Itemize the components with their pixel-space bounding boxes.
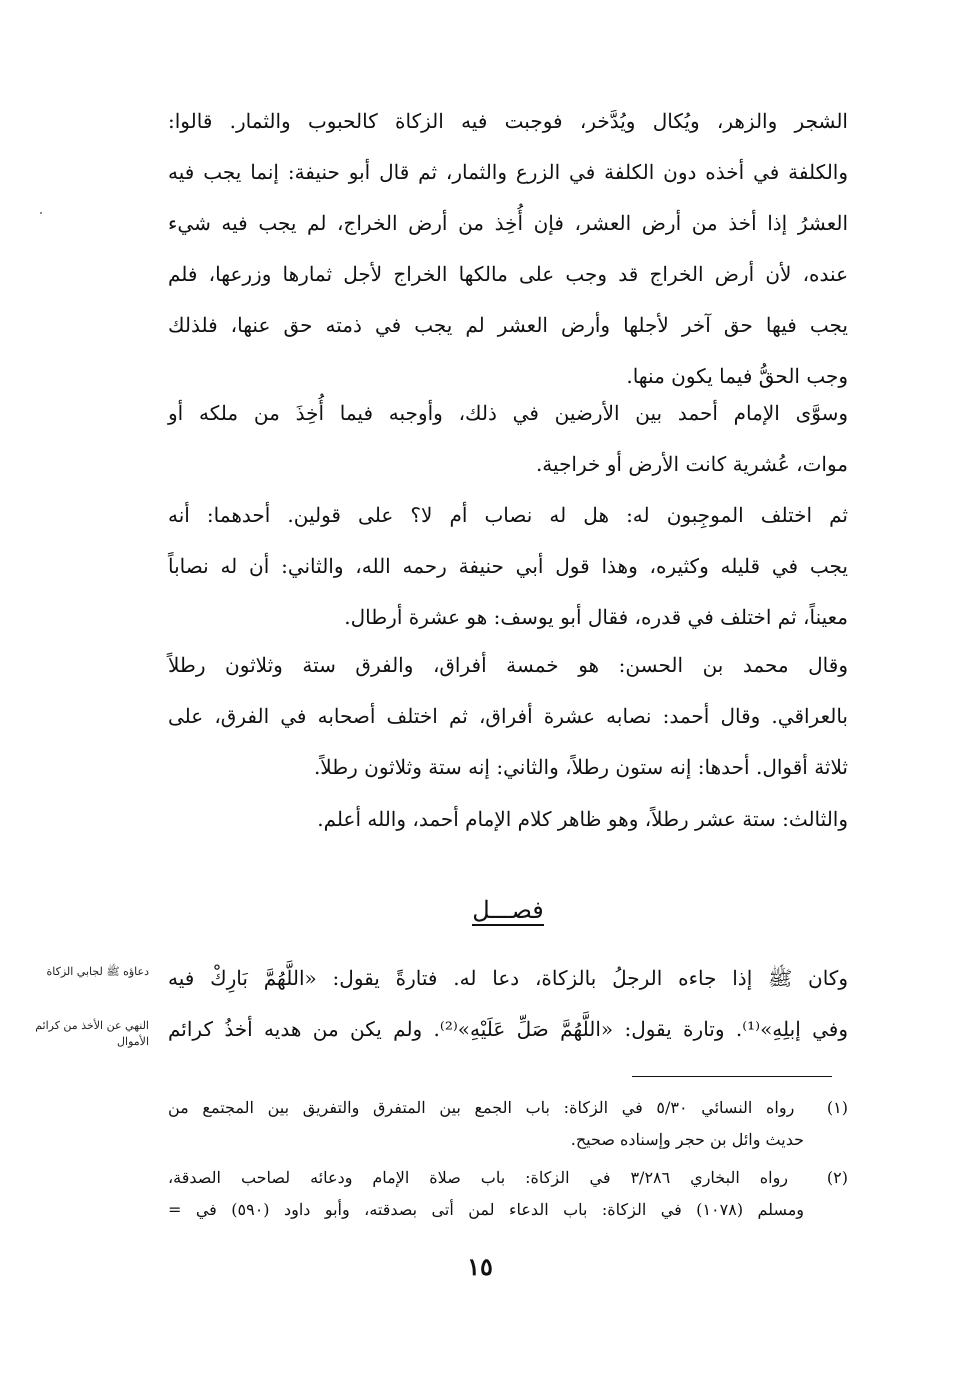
paragraph-5 [168,794,848,845]
paragraph-2 [168,388,848,490]
footnote-number: (٢) [826,1168,848,1187]
text-line: عنده، لأن أرض الخراج قد وجب على مالكها الخراج لأجل ثمارها وزرعها، فلم [168,262,848,286]
footnote-line [168,1162,848,1194]
text-line: ثلاثة أقوال. أحدها: إنه ستون رطلاً، والثاني: إنه ستة وثلاثون رطلاً. [313,755,848,779]
section-heading-text: فصـــل [472,896,544,924]
text-line: وفي إبلِهِ»⁽¹⁾. وتارة يقول: «اللَّهُمَّ صَلِّ عَلَيْهِ»⁽²⁾. ولم يكن من هديه أخذُ كرائم [168,1017,848,1041]
page-number: ١٥ [467,1252,493,1281]
text-line: والثالث: ستة عشر رطلاً، وهو ظاهر كلام الإمام أحمد، والله أعلم. [317,807,848,831]
footnote-line: حديث وائل بن حجر وإسناده صحيح. [570,1130,804,1149]
text-line: معيناً، ثم اختلف في قدره، فقال أبو يوسف: هو عشرة أرطال. [344,605,848,629]
footnote-line [168,1092,848,1124]
margin-note-2: النهي عن الأخذ من كرائم الأموال [35,1019,149,1048]
footnote-text: رواه النسائي ٥/٣٠ في الزكاة: باب الجمع بين المتفرق والتفريق بين المجتمع من [168,1098,795,1117]
footnote-number: (١) [826,1098,848,1117]
footnote-line: ومسلم (١٠٧٨) في الزكاة: باب الدعاء لمن أتى بصدقته، وأبو داود (٥٩٠) في = [168,1200,805,1219]
paragraph-4 [168,640,848,793]
text-line: وقال محمد بن الحسن: هو خمسة أفراق، والفرق ستة وثلاثون رطلاً [168,653,848,677]
scan-speck [40,212,42,214]
paragraph-3 [168,490,848,643]
footnote-text: رواه البخاري ٣/٢٨٦ في الزكاة: باب صلاة الإمام ودعائه لصاحب الصدقة، [168,1168,789,1187]
text-line: يجب في قليله وكثيره، وهذا قول أبي حنيفة رحمه الله، والثاني: أن له نصاباً [168,554,848,578]
text-line: موات، عُشرية كانت الأرض أو خراجية. [535,452,848,476]
text-line: وكان ﷺ إذا جاءه الرجلُ بالزكاة، دعا له. فتارةً يقول: «اللَّهُمَّ بَارِكْ فيه [168,966,848,990]
text-line: والكلفة في أخذه دون الكلفة في الزرع والثمار، ثم قال أبو حنيفة: إنما يجب فيه [168,160,848,184]
paragraph-final [168,953,848,1055]
footnote-separator [632,1076,832,1077]
text-line: ثم اختلف الموجِبون له: هل له نصاب أم لا؟ على قولين. أحدهما: أنه [168,503,848,527]
text-line: يجب فيها حق آخر لأجلها وأرض العشر لم يجب في ذمته حق عنها، فلذلك [168,313,848,337]
text-line: وسوَّى الإمام أحمد بين الأرضين في ذلك، وأوجبه فيما أُخِذَ من ملكه أو [168,401,848,425]
text-line: بالعراقي. وقال أحمد: نصابه عشرة أفراق، ثم اختلف أصحابه في الفرق، على [168,704,848,728]
footnote-1 [168,1092,848,1156]
margin-note-1: دعاؤه ﷺ لجابي الزكاة [46,965,149,978]
paragraph-1 [168,96,848,402]
text-line: العشرُ إذا أخذ من أرض العشر، فإن أُخِذ من أرض الخراج، لم يجب فيه شيء [168,211,848,235]
footnote-2 [168,1162,848,1226]
text-line: الشجر والزهر، ويُكال ويُدَّخر، فوجبت فيه الزكاة كالحبوب والثمار. قالوا: [168,109,848,133]
text-line: وجب الحقُّ فيما يكون منها. [626,364,848,388]
section-heading [168,896,848,926]
